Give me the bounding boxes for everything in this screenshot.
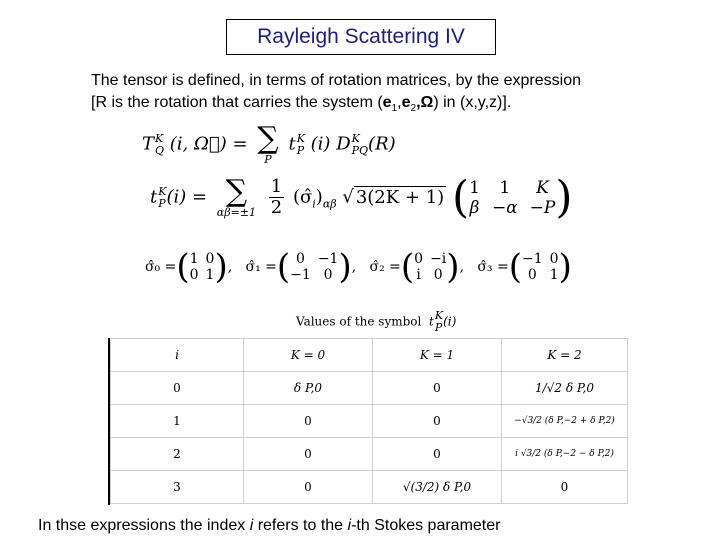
slide-title: Rayleigh Scattering IV [226, 19, 496, 55]
table-row [111, 471, 628, 504]
intro-line-2: [R is the rotation that carries the system $(e_1,e_2,\Omega)$ in (x,y,z)]. [91, 94, 512, 115]
table-header-row [111, 339, 628, 372]
cell: √(3/2) δ P,0 [373, 471, 502, 504]
cell: 0 [373, 405, 502, 438]
cell: 1/√2 δ P,0 [502, 372, 628, 405]
table-row [111, 438, 628, 471]
cell: 2 [111, 438, 244, 471]
header-i: i [111, 339, 244, 372]
cell: 0 [373, 372, 502, 405]
header-k0: K = 0 [244, 339, 373, 372]
cell: 1 [111, 405, 244, 438]
cell: 0 [373, 438, 502, 471]
cell: 0 [111, 372, 244, 405]
cell: −√3/2 (δ P,−2 + δ P,2) [502, 405, 628, 438]
table-row [111, 405, 628, 438]
values-table [110, 338, 628, 504]
cell: 0 [244, 405, 373, 438]
equation-t-symbol: tK P(i) = ∑ αβ=±1 $\frac{1}{2}$ $(\sigmâ_i)_{\alpha\beta}$ √ 3(2K + 1) ( 1 1 K β −α −P ) [150, 172, 573, 223]
footer-text: In thse expressions the index i refers to the i-th Stokes parameter [38, 517, 501, 534]
header-k1: K = 1 [373, 339, 502, 372]
header-k2: K = 2 [502, 339, 628, 372]
table-caption: Values of the symbol tK P(i) [296, 309, 457, 334]
equation-sigma-matrices: σ̂₀ =( 1 0 0 1 ), σ̂₁ =( 0 −1 −1 0 ), σ̂₂ =( 0 −i i 0 ), σ̂₃ =( −1 0 0 1 ) [145, 247, 572, 287]
intro-line-1: The tensor is defined, in terms of rotation matrices, by the expression [91, 72, 582, 89]
cell: 0 [244, 438, 373, 471]
cell: 0 [502, 471, 628, 504]
cell: 3 [111, 471, 244, 504]
intro-text [91, 70, 691, 120]
equation-tensor-definition: TK Q (i, Ω⃗) = ∑ P tK P (i) DK PQ(R) [142, 121, 396, 166]
table-row [111, 372, 628, 405]
cell: i √3/2 (δ P,−2 − δ P,2) [502, 438, 628, 471]
cell: δ P,0 [244, 372, 373, 405]
cell: 0 [244, 471, 373, 504]
